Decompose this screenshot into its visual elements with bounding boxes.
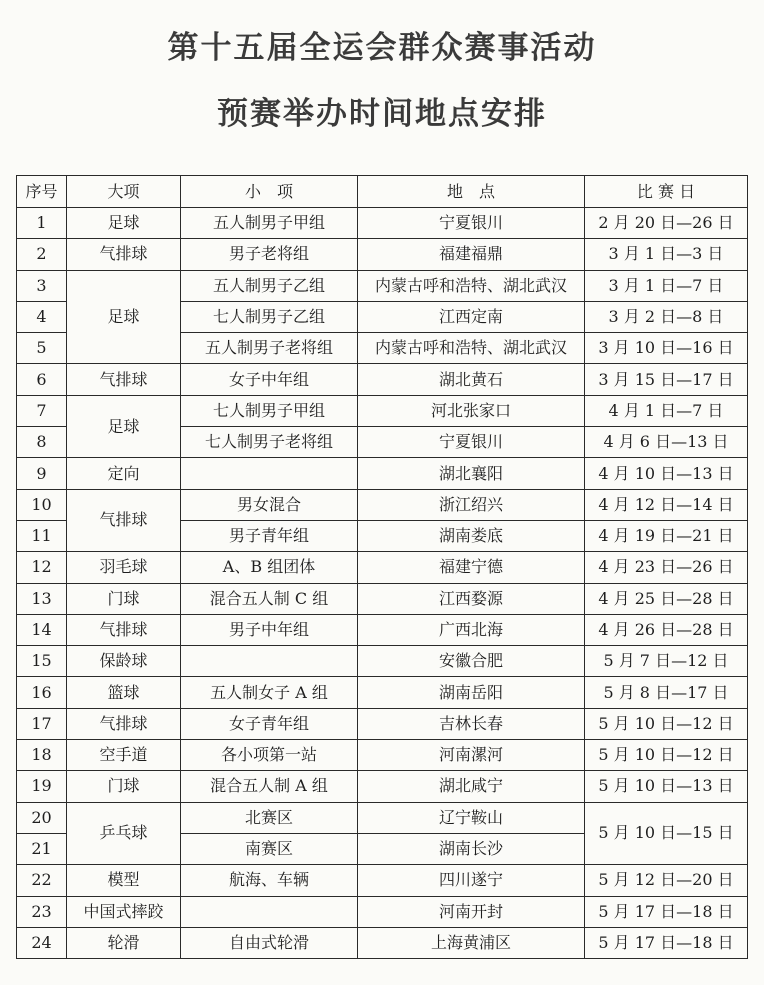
table-row [17,489,748,520]
cell-location: 河南漯河 [358,740,585,771]
cell-number: 14 [17,614,67,645]
cell-location: 福建宁德 [358,552,585,583]
table-row [17,771,748,802]
cell-dates: 4 月 26 日—28 日 [585,614,748,645]
cell-location: 湖北襄阳 [358,458,585,489]
table-header-row [17,176,748,208]
cell-dates: 2 月 20 日—26 日 [585,208,748,239]
cell-number: 19 [17,771,67,802]
header-sport: 大项 [67,176,181,208]
cell-event: 自由式轮滑 [181,927,358,958]
cell-event: 航海、车辆 [181,865,358,896]
table-row [17,740,748,771]
cell-location: 福建福鼎 [358,239,585,270]
cell-event: 混合五人制 A 组 [181,771,358,802]
cell-number: 8 [17,427,67,458]
cell-dates: 5 月 10 日—12 日 [585,740,748,771]
cell-event: 男女混合 [181,489,358,520]
cell-number: 4 [17,301,67,332]
header-dates: 比 赛 日 [585,176,748,208]
cell-location: 内蒙古呼和浩特、湖北武汉 [358,270,585,301]
cell-location: 河南开封 [358,896,585,927]
table-row [17,896,748,927]
cell-sport: 羽毛球 [67,552,181,583]
cell-event: 五人制男子老将组 [181,333,358,364]
cell-dates: 5 月 8 日—17 日 [585,677,748,708]
cell-location: 湖南长沙 [358,833,585,864]
cell-sport: 乒乓球 [67,802,181,865]
cell-location: 湖北黄石 [358,364,585,395]
cell-dates: 3 月 1 日—7 日 [585,270,748,301]
table-row [17,865,748,896]
cell-number: 11 [17,520,67,551]
cell-number: 18 [17,740,67,771]
cell-dates: 3 月 10 日—16 日 [585,333,748,364]
cell-sport: 门球 [67,771,181,802]
cell-sport: 气排球 [67,239,181,270]
document-title: 第十五届全运会群众赛事活动 [167,30,597,66]
table-row [17,802,748,833]
cell-dates: 5 月 10 日—12 日 [585,708,748,739]
cell-event [181,458,358,489]
cell-sport: 足球 [67,270,181,364]
cell-location: 辽宁鞍山 [358,802,585,833]
table-row [17,708,748,739]
table-row [17,677,748,708]
cell-event: 女子青年组 [181,708,358,739]
table-row [17,270,748,301]
cell-number: 1 [17,208,67,239]
table-row [17,208,748,239]
cell-number: 23 [17,896,67,927]
cell-event: 五人制男子甲组 [181,208,358,239]
cell-event: 七人制男子乙组 [181,301,358,332]
cell-event: 男子青年组 [181,520,358,551]
cell-event: 女子中年组 [181,364,358,395]
table-row [17,646,748,677]
cell-dates: 4 月 25 日—28 日 [585,583,748,614]
cell-event: 五人制男子乙组 [181,270,358,301]
cell-location: 湖南岳阳 [358,677,585,708]
header-event: 小 项 [181,176,358,208]
cell-sport: 足球 [67,395,181,458]
cell-number: 2 [17,239,67,270]
cell-location: 安徽合肥 [358,646,585,677]
cell-number: 6 [17,364,67,395]
header-number: 序号 [17,176,67,208]
table-row [17,583,748,614]
cell-dates: 5 月 7 日—12 日 [585,646,748,677]
cell-sport: 篮球 [67,677,181,708]
cell-event: 各小项第一站 [181,740,358,771]
table-row [17,552,748,583]
schedule-table [16,175,748,959]
cell-location: 宁夏银川 [358,427,585,458]
cell-sport: 气排球 [67,489,181,552]
cell-event: 七人制男子甲组 [181,395,358,426]
cell-location: 吉林长春 [358,708,585,739]
cell-sport: 保龄球 [67,646,181,677]
cell-number: 21 [17,833,67,864]
cell-dates: 3 月 1 日—3 日 [585,239,748,270]
cell-number: 20 [17,802,67,833]
cell-dates: 4 月 12 日—14 日 [585,489,748,520]
cell-number: 3 [17,270,67,301]
cell-sport: 足球 [67,208,181,239]
cell-number: 7 [17,395,67,426]
cell-sport: 模型 [67,865,181,896]
cell-number: 17 [17,708,67,739]
cell-location: 河北张家口 [358,395,585,426]
table-row [17,239,748,270]
cell-dates: 5 月 12 日—20 日 [585,865,748,896]
cell-location: 江西定南 [358,301,585,332]
cell-dates: 5 月 10 日—15 日 [585,802,748,865]
cell-event: 混合五人制 C 组 [181,583,358,614]
table-row [17,395,748,426]
cell-sport: 门球 [67,583,181,614]
cell-location: 湖北咸宁 [358,771,585,802]
table-row [17,614,748,645]
cell-event: 男子老将组 [181,239,358,270]
cell-number: 5 [17,333,67,364]
cell-event: 南赛区 [181,833,358,864]
cell-number: 13 [17,583,67,614]
cell-event: A、B 组团体 [181,552,358,583]
cell-location: 湖南娄底 [358,520,585,551]
cell-dates: 4 月 10 日—13 日 [585,458,748,489]
cell-dates: 5 月 17 日—18 日 [585,896,748,927]
cell-dates: 4 月 1 日—7 日 [585,395,748,426]
cell-sport: 气排球 [67,708,181,739]
cell-dates: 4 月 19 日—21 日 [585,520,748,551]
table-row [17,364,748,395]
document-subtitle: 预赛举办时间地点安排 [217,96,547,132]
cell-event: 五人制女子 A 组 [181,677,358,708]
cell-number: 15 [17,646,67,677]
cell-location: 上海黄浦区 [358,927,585,958]
cell-location: 江西婺源 [358,583,585,614]
cell-number: 16 [17,677,67,708]
cell-dates: 3 月 2 日—8 日 [585,301,748,332]
cell-location: 广西北海 [358,614,585,645]
cell-location: 宁夏银川 [358,208,585,239]
table-row [17,458,748,489]
cell-location: 浙江绍兴 [358,489,585,520]
cell-sport: 定向 [67,458,181,489]
cell-event: 男子中年组 [181,614,358,645]
cell-event [181,896,358,927]
cell-event [181,646,358,677]
cell-number: 12 [17,552,67,583]
cell-dates: 4 月 23 日—26 日 [585,552,748,583]
cell-sport: 气排球 [67,364,181,395]
cell-sport: 空手道 [67,740,181,771]
cell-number: 24 [17,927,67,958]
cell-event: 七人制男子老将组 [181,427,358,458]
cell-dates: 5 月 10 日—13 日 [585,771,748,802]
cell-number: 10 [17,489,67,520]
cell-dates: 4 月 6 日—13 日 [585,427,748,458]
cell-location: 内蒙古呼和浩特、湖北武汉 [358,333,585,364]
cell-number: 9 [17,458,67,489]
cell-sport: 气排球 [67,614,181,645]
cell-dates: 3 月 15 日—17 日 [585,364,748,395]
table-row [17,927,748,958]
header-location: 地 点 [358,176,585,208]
cell-event: 北赛区 [181,802,358,833]
cell-number: 22 [17,865,67,896]
cell-sport: 中国式摔跤 [67,896,181,927]
cell-dates: 5 月 17 日—18 日 [585,927,748,958]
cell-sport: 轮滑 [67,927,181,958]
cell-location: 四川遂宁 [358,865,585,896]
